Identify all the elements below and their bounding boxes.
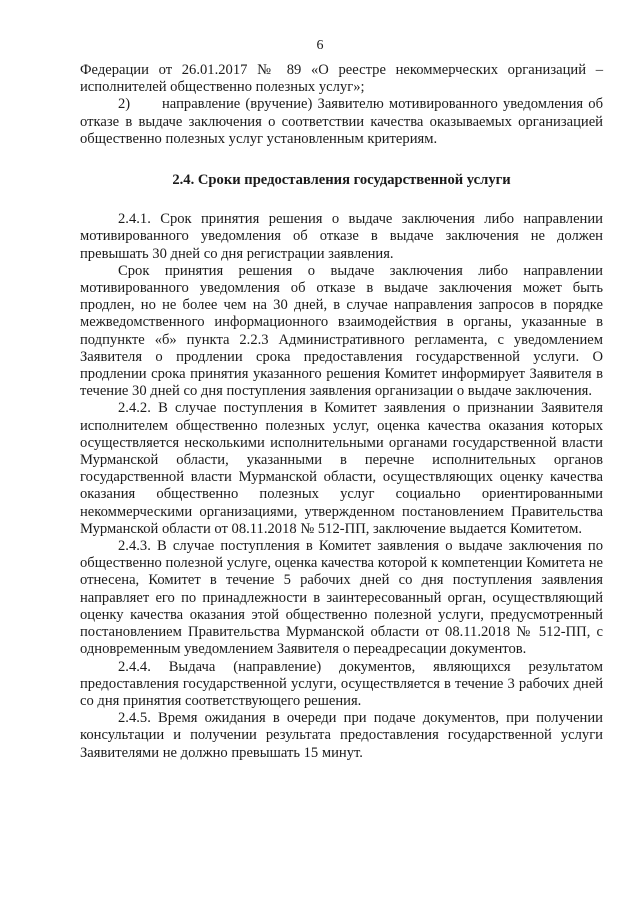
page-number: 6 — [316, 38, 324, 53]
paragraph-2-4-1: 2.4.1. Срок принятия решения о выдаче заключения либо направлении мотивированного уведомления об отказе в выдаче заключения не должен превышать 30 дней со дня регистрации заявления. — [80, 211, 603, 262]
list-item-number: 2) — [118, 96, 131, 113]
paragraph-extension: Срок принятия решения о выдаче заключения либо направлении мотивированного уведомления об отказе в выдаче заключения может быть продлен, но не более чем на 30 дней, в случае направления запросов в порядке межведомственного информационного взаимодействия в органы, указанные в подпункте «б» пункта 2.2.3 Административного регламента, с уведомлением Заявителя о продлении срока предоставления государственной услуги. О продлении срока принятия указанного решения Комитет информирует Заявителя в течение 30 дней со дня поступления заявления организации о выдаче заключения. — [80, 262, 603, 400]
section-heading: 2.4. Сроки предоставления государственной услуги — [172, 172, 511, 189]
document-body — [80, 62, 603, 762]
paragraph-2-4-2: 2.4.2. В случае поступления в Комитет заявления о признании Заявителя исполнителем общественно полезных услуг, оценка качества оказания которых осуществляется несколькими исполнительными органами государственной власти Мурманской области, указанными в перечне исполнительных органов государственной власти Мурманской области, осуществляющих оценку качества оказания общественно полезных услуг социально ориентированными некоммерческими организациями, утвержденном постановлением Правительства Мурманской области от 08.11.2018 № 512-ПП, заключение выдается Комитетом. — [80, 400, 603, 537]
paragraph-2-4-5: 2.4.5. Время ожидания в очереди при подаче документов, при получении консультации и получении результата предоставления государственной услуги Заявителями не должно превышать 15 минут. — [80, 710, 603, 761]
paragraph-2-4-4: 2.4.4. Выдача (направление) документов, являющихся результатом предоставления государственной услуги, осуществляется в течение 3 рабочих дней со дня принятия соответствующего решения. — [80, 658, 603, 709]
paragraph-2-4-3: 2.4.3. В случае поступления в Комитет заявления о выдаче заключения по общественно полезной услуге, оценка качества которой к компетенции Комитета не отнесена, Комитет в течение 5 рабочих дней со дня поступления заявления направляет его по принадлежности в заинтересованный орган, осуществляющий оценку качества оказания этой общественно полезной услуги, предусмотренный постановлением Правительства Мурманской области от 08.11.2018 № 512-ПП, с одновременным уведомлением Заявителя о переадресации документов. — [80, 538, 603, 658]
list-item — [80, 96, 603, 148]
list-item-text: направление (вручение) Заявителю мотивированного уведомления об отказе в выдаче заключения о соответствии качества оказываемых организацией общественно полезных услуг установленным критериям. — [80, 96, 603, 147]
top-paragraph: Федерации от 26.01.2017 № 89 «О реестре некоммерческих организаций – исполнителей общественно полезных услуг»; — [80, 62, 603, 96]
